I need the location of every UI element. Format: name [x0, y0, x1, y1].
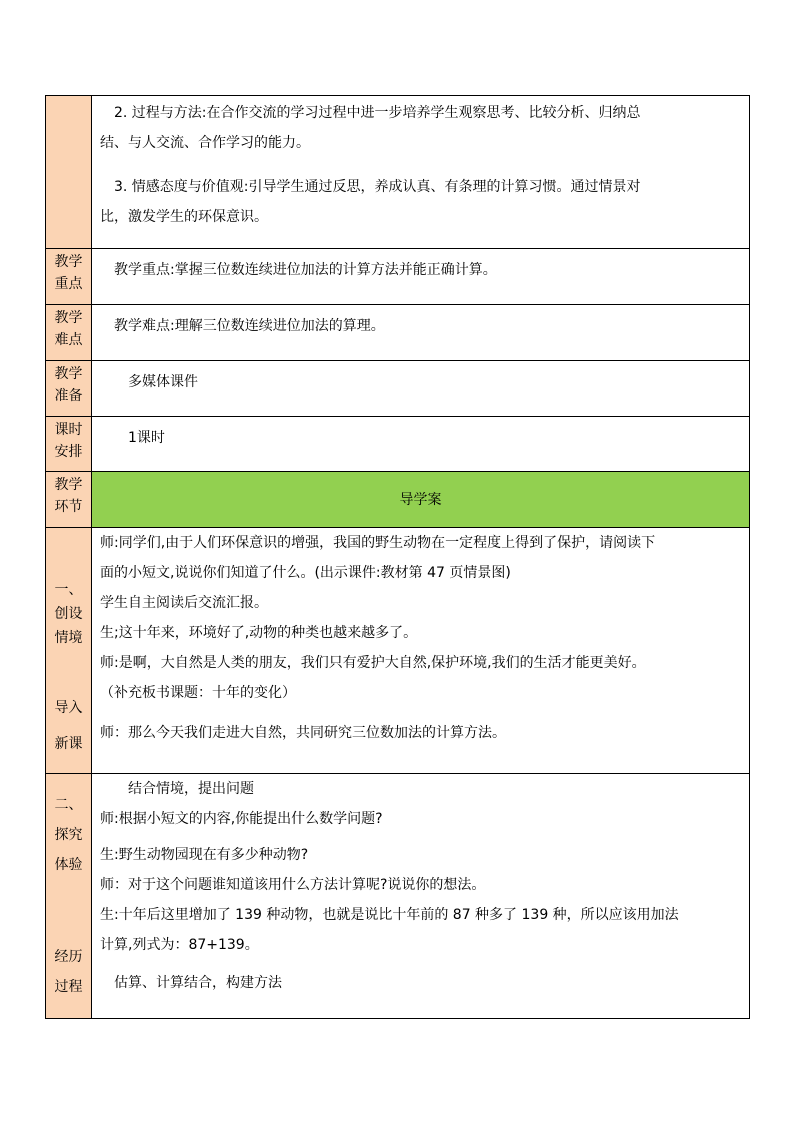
section-2-label-5: 过程: [54, 979, 83, 995]
section-2-line-5: 生:十年后这里增加了 139 种动物，也就是说比十年前的 87 种多了 139 种，所以应该用加法: [100, 907, 679, 923]
section-1-line-4: 生;这十年来，环境好了,动物的种类也越来越多了。: [100, 625, 418, 641]
goal-3-line-1: 3. 情感态度与价值观:引导学生通过反思，养成认真、有条理的计算习惯。通过情景对: [100, 179, 641, 195]
goals-content: [92, 96, 750, 249]
class-hours-text: 1课时: [100, 430, 165, 446]
section-2-content: [92, 774, 750, 1019]
class-hours-row: [46, 417, 750, 472]
difficulty-row: [46, 305, 750, 361]
section-1-label-3: 情境: [54, 630, 83, 646]
stage-label-line-1: 教学: [54, 477, 83, 493]
stage-header-row: [46, 472, 750, 528]
section-1-label-4: 导入: [54, 700, 83, 716]
preparation-text: 多媒体课件: [100, 374, 198, 390]
class-hours-label: [46, 417, 92, 472]
section-1-line-1: 师:同学们,由于人们环保意识的增强，我国的野生动物在一定程度上得到了保护，请阅读下: [100, 535, 656, 551]
difficulty-text: 教学难点:理解三位数连续进位加法的算理。: [100, 318, 385, 334]
goals-row: [46, 96, 750, 249]
goal-2-line-2: 结、与人交流、合作学习的能力。: [100, 135, 310, 151]
section-2-line-6: 计算,列式为：87+139。: [100, 937, 259, 953]
goal-2-line-1: 2. 过程与方法:在合作交流的学习过程中进一步培养学生观察思考、比较分析、归纳总: [100, 105, 641, 121]
guide-plan-header: [92, 472, 750, 528]
section-2-line-7: 估算、计算结合，构建方法: [100, 975, 282, 991]
section-2-line-4: 师：对于这个问题谁知道该用什么方法计算呢?说说你的想法。: [100, 877, 486, 893]
section-1-line-7: 师：那么今天我们走进大自然，共同研究三位数加法的计算方法。: [100, 725, 506, 741]
section-1-content: [92, 528, 750, 774]
class-hours-content: [92, 417, 750, 472]
preparation-content: [92, 361, 750, 417]
difficulty-label: [46, 305, 92, 361]
time-label-line-2: 安排: [54, 444, 83, 460]
preparation-row: [46, 361, 750, 417]
section-2-label-4: 经历: [54, 949, 83, 965]
key-label-line-2: 重点: [54, 276, 83, 292]
section-1-row: [46, 528, 750, 774]
section-1-line-2: 面的小短文,说说你们知道了什么。(出示课件:教材第 47 页情景图): [100, 565, 511, 581]
diff-label-line-1: 教学: [54, 310, 83, 326]
prep-label-line-2: 准备: [54, 388, 83, 404]
stage-label-line-2: 环节: [54, 499, 83, 515]
section-1-label-2: 创设: [54, 606, 83, 622]
guide-plan-title: 导学案: [399, 491, 442, 508]
section-2-line-1: 结合情境，提出问题: [100, 781, 254, 797]
section-1-label-5: 新课: [54, 736, 83, 752]
section-2-label-1: 二、: [54, 797, 83, 813]
section-2-line-2: 师:根据小短文的内容,你能提出什么数学问题?: [100, 811, 383, 827]
key-points-row: [46, 249, 750, 305]
key-points-text: 教学重点:掌握三位数连续进位加法的计算方法并能正确计算。: [100, 262, 497, 278]
section-2-label-3: 体验: [54, 857, 83, 873]
section-1-line-5: 师:是啊，大自然是人类的朋友，我们只有爱护大自然,保护环境,我们的生活才能更美好。: [100, 655, 646, 671]
key-points-content: [92, 249, 750, 305]
lesson-plan-table: [45, 95, 750, 1019]
goals-label-cell: [46, 96, 92, 249]
key-label-line-1: 教学: [54, 254, 83, 270]
stage-label: [46, 472, 92, 528]
goal-3-line-2: 比，激发学生的环保意识。: [100, 209, 268, 225]
prep-label-line-1: 教学: [54, 366, 83, 382]
time-label-line-1: 课时: [54, 422, 83, 438]
section-2-label-2: 探究: [54, 827, 83, 843]
section-1-line-6: （补充板书课题：十年的变化）: [100, 685, 296, 701]
section-2-line-3: 生:野生动物园现在有多少种动物?: [100, 847, 309, 863]
key-points-label: [46, 249, 92, 305]
section-2-label: [46, 774, 92, 1019]
section-1-label: [46, 528, 92, 774]
section-1-label-1: 一、: [54, 582, 83, 598]
preparation-label: [46, 361, 92, 417]
difficulty-content: [92, 305, 750, 361]
section-1-line-3: 学生自主阅读后交流汇报。: [100, 595, 268, 611]
section-2-row: [46, 774, 750, 1019]
diff-label-line-2: 难点: [54, 332, 83, 348]
